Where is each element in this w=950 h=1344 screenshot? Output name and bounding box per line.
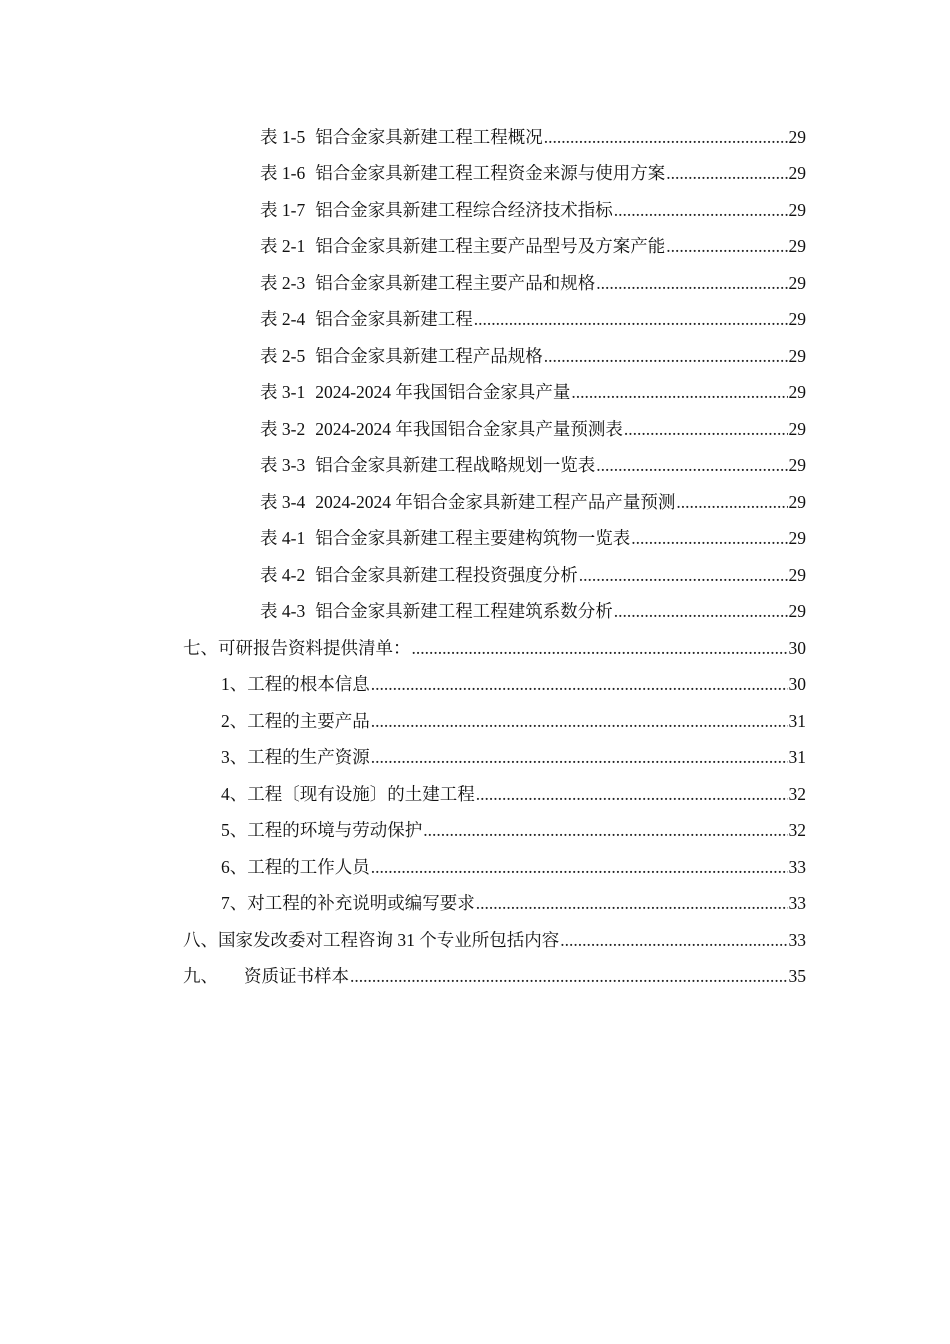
- toc-entry-title: 八、国家发改委对工程咨询 31 个专业所包括内容: [183, 930, 560, 950]
- toc-entry-title: 铝合金家具新建工程产品规格: [315, 346, 543, 366]
- toc-entry-page: 30: [788, 638, 806, 658]
- toc-entry-title: 2024-2024 年我国铝合金家具产量: [315, 382, 571, 402]
- toc-entry-page: 29: [788, 455, 806, 475]
- toc-entry-number: 表 1-6: [260, 163, 306, 183]
- toc-entry-title: 3、工程的生产资源: [221, 747, 370, 767]
- toc-entry-page: 32: [788, 820, 806, 840]
- toc-entry-page: 29: [788, 236, 806, 256]
- toc-dot-leader: [666, 162, 787, 184]
- toc-entry-number: 表 2-4: [260, 309, 306, 329]
- toc-entry-page: 33: [788, 857, 806, 877]
- toc-entry-number: 表 4-2: [260, 565, 306, 585]
- toc-entry-title: 铝合金家具新建工程主要建构筑物一览表: [315, 528, 631, 548]
- toc-entry-title: 7、对工程的补充说明或编写要求: [221, 893, 475, 913]
- toc-dot-leader: [614, 600, 788, 622]
- toc-dot-leader: [476, 892, 788, 914]
- toc-dot-leader: [614, 199, 788, 221]
- toc-entry-number: 表 4-3: [260, 601, 306, 621]
- toc-entry-title: 铝合金家具新建工程工程建筑系数分析: [315, 601, 613, 621]
- toc-entry-number: 表 1-5: [260, 127, 306, 147]
- toc-dot-leader: [666, 235, 787, 257]
- toc-dot-leader: [544, 126, 788, 148]
- toc-dot-leader: [371, 673, 788, 695]
- toc-entry-page: 29: [788, 309, 806, 329]
- toc-dot-leader: [596, 272, 787, 294]
- toc-entry-title: 4、工程〔现有设施〕的土建工程: [221, 784, 475, 804]
- toc-entry[interactable]: [260, 345, 806, 381]
- toc-dot-leader: [423, 819, 787, 841]
- toc-dot-leader: [579, 564, 788, 586]
- toc-entry-title: 铝合金家具新建工程工程资金来源与使用方案: [315, 163, 666, 183]
- toc-entry-number: 表 2-1: [260, 236, 306, 256]
- toc-entry-page: 29: [788, 273, 806, 293]
- toc-dot-leader: [350, 965, 788, 987]
- toc-entry[interactable]: [260, 454, 806, 490]
- toc-entry-number: 表 3-1: [260, 382, 306, 402]
- toc-entry-title: 铝合金家具新建工程投资强度分析: [315, 565, 578, 585]
- toc-entry-title: 铝合金家具新建工程主要产品型号及方案产能: [315, 236, 666, 256]
- toc-entry-number: 表 3-4: [260, 492, 306, 512]
- toc-entry[interactable]: [260, 126, 806, 162]
- toc-dot-leader: [371, 856, 788, 878]
- toc-entry-title: 七、可研报告资料提供清单：: [183, 638, 411, 658]
- toc-entry-number: 表 2-3: [260, 273, 306, 293]
- toc-entry-page: 29: [788, 601, 806, 621]
- toc-dot-leader: [474, 308, 788, 330]
- toc-entry-page: 29: [788, 565, 806, 585]
- toc-entry[interactable]: [221, 673, 806, 709]
- toc-entry[interactable]: [260, 199, 806, 235]
- toc-entry[interactable]: [260, 308, 806, 344]
- toc-dot-leader: [596, 454, 787, 476]
- toc-entry-number: 表 3-3: [260, 455, 306, 475]
- toc-dot-leader: [560, 929, 787, 951]
- toc-entry[interactable]: [221, 783, 806, 819]
- toc-dot-leader: [631, 527, 787, 549]
- toc-dot-leader: [412, 637, 788, 659]
- toc-entry-page: 29: [788, 492, 806, 512]
- toc-entry-page: 30: [788, 674, 806, 694]
- toc-entry[interactable]: [260, 564, 806, 600]
- toc-dot-leader: [624, 418, 788, 440]
- toc-entry-page: 32: [788, 784, 806, 804]
- toc-dot-leader: [371, 746, 788, 768]
- toc-entry-page: 31: [788, 711, 806, 731]
- toc-entry[interactable]: [221, 746, 806, 782]
- toc-entry-title: 铝合金家具新建工程主要产品和规格: [315, 273, 596, 293]
- toc-entry-title: 铝合金家具新建工程综合经济技术指标: [315, 200, 613, 220]
- toc-entry-number: 九、: [183, 966, 218, 986]
- toc-entry[interactable]: [183, 637, 806, 673]
- toc-entry[interactable]: [260, 491, 806, 527]
- toc-dot-leader: [571, 381, 787, 403]
- toc-entry-title: 5、工程的环境与劳动保护: [221, 820, 423, 840]
- toc-entry-title: 2024-2024 年铝合金家具新建工程产品产量预测: [315, 492, 676, 512]
- toc-entry[interactable]: [260, 235, 806, 271]
- toc-entry-title: 6、工程的工作人员: [221, 857, 370, 877]
- toc-entry-title: 2024-2024 年我国铝合金家具产量预测表: [315, 419, 623, 439]
- toc-dot-leader: [371, 710, 788, 732]
- toc-entry-page: 29: [788, 528, 806, 548]
- toc-entry-page: 29: [788, 127, 806, 147]
- toc-entry-number: 表 3-2: [260, 419, 306, 439]
- toc-entry[interactable]: [221, 856, 806, 892]
- toc-entry-title: 铝合金家具新建工程: [315, 309, 473, 329]
- toc-dot-leader: [676, 491, 787, 513]
- toc-entry-page: 29: [788, 163, 806, 183]
- toc-entry-number: 表 4-1: [260, 528, 306, 548]
- toc-entry-title: 1、工程的根本信息: [221, 674, 370, 694]
- toc-entry-page: 29: [788, 419, 806, 439]
- toc-entry-page: 35: [788, 966, 806, 986]
- toc-entry-number: 表 1-7: [260, 200, 306, 220]
- toc-entry[interactable]: [183, 929, 806, 965]
- toc-entry[interactable]: [260, 381, 806, 417]
- toc-entry[interactable]: [260, 527, 806, 563]
- toc-entry-page: 29: [788, 346, 806, 366]
- toc-entry[interactable]: [260, 600, 806, 636]
- toc-entry[interactable]: [221, 892, 806, 928]
- toc-entry[interactable]: [260, 272, 806, 308]
- toc-entry-page: 29: [788, 382, 806, 402]
- toc-entry-page: 33: [788, 930, 806, 950]
- toc-entry-page: 33: [788, 893, 806, 913]
- toc-entry-title: 资质证书样本: [244, 966, 349, 986]
- toc-entry[interactable]: [183, 965, 806, 1001]
- toc-entry[interactable]: [221, 710, 806, 746]
- toc-entry-title: 2、工程的主要产品: [221, 711, 370, 731]
- toc-entry-page: 31: [788, 747, 806, 767]
- toc-entry-title: 铝合金家具新建工程战略规划一览表: [315, 455, 596, 475]
- toc-entry-page: 29: [788, 200, 806, 220]
- toc-entry[interactable]: [260, 418, 806, 454]
- toc-entry-title: 铝合金家具新建工程工程概况: [315, 127, 543, 147]
- toc-dot-leader: [476, 783, 788, 805]
- toc-entry[interactable]: [260, 162, 806, 198]
- toc-entry-number: 表 2-5: [260, 346, 306, 366]
- toc-dot-leader: [544, 345, 788, 367]
- toc-entry[interactable]: [221, 819, 806, 855]
